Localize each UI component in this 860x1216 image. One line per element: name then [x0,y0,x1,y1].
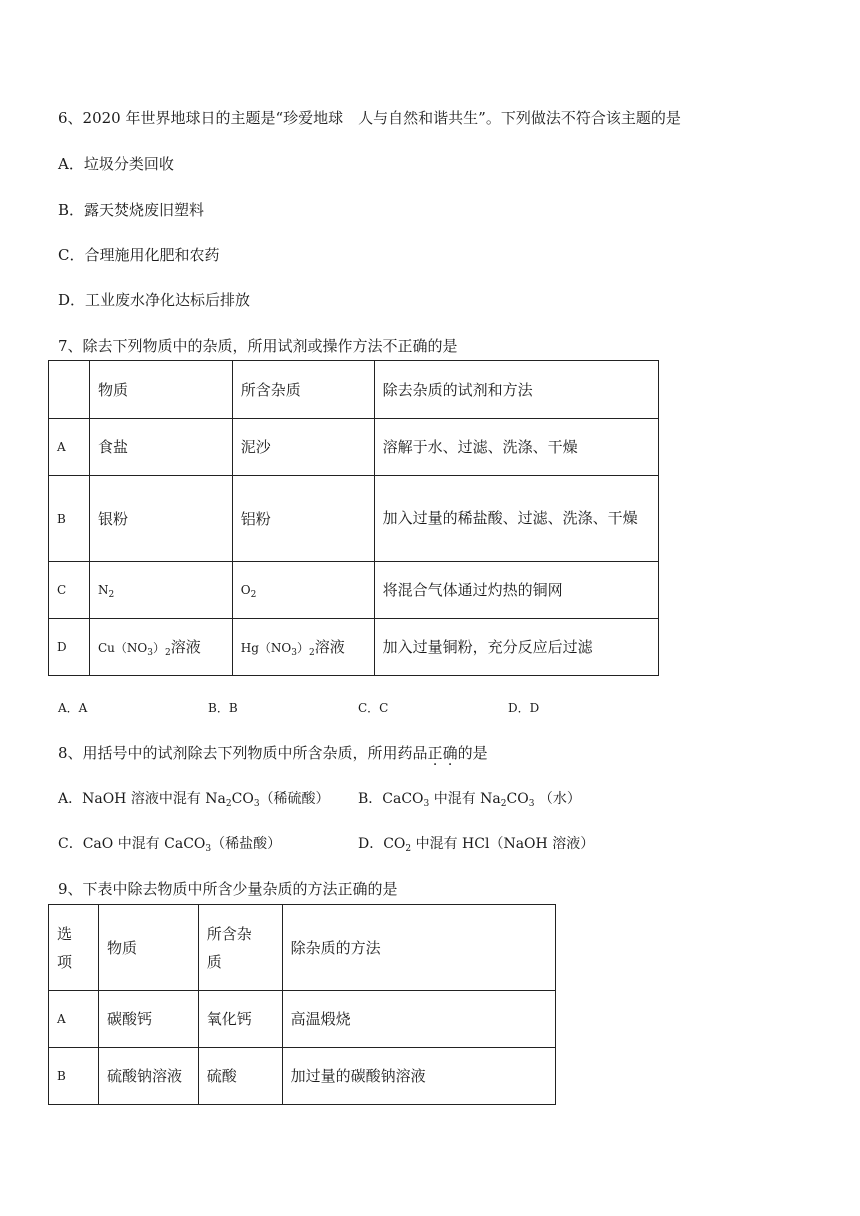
q8-option-a [58,789,330,809]
row-label: A [49,991,99,1048]
option-text: （稀硫酸） [259,791,330,807]
formula-subscript: 2 [250,590,257,600]
impurity-cell: 氧化钙 [198,991,282,1048]
q7-stem: 7、除去下列物质中的杂质，所用试剂或操作方法不正确的是 [58,337,458,355]
option-text: D．CO [358,836,406,852]
table-header-cell [198,905,282,991]
header-line: 项 [57,952,73,971]
impurity-cell: 铝粉 [232,476,374,562]
impurity-cell: 泥沙 [232,419,374,476]
formula-text: 溶液 [314,637,345,656]
option-text: A．NaOH 溶液中混有 Na [58,791,226,807]
q8-option-d [358,834,594,854]
formula-subscript: 3 [147,647,153,658]
formula-subscript: 2 [108,590,115,600]
table-header-cell: 除去杂质的试剂和方法 [374,361,658,419]
option-text: 中混有 Na [429,791,501,807]
emphasis-char: 正 [427,744,443,762]
table-row [49,1048,556,1105]
substance-cell: 硫酸钠溶液 [98,1048,198,1105]
option-text: CO [506,791,529,807]
table-header-row [49,905,556,991]
option-text: CO [231,791,254,807]
impurity-cell [232,562,374,619]
method-cell: 加过量的碳酸钠溶液 [282,1048,555,1105]
method-cell: 高温煅烧 [282,991,555,1048]
row-label: D [49,619,90,676]
q6-option-b: B．露天焚烧废旧塑料 [58,201,205,219]
impurity-cell: 硫酸 [198,1048,282,1105]
q9-stem: 9、下表中除去物质中所含少量杂质的方法正确的是 [58,880,398,898]
header-line: 选 [57,924,73,943]
formula-subscript: 3 [423,799,430,809]
q8-stem [58,743,488,763]
row-label: B [49,1048,99,1105]
table-row [49,419,659,476]
q7-answer-a: A．A [58,701,88,715]
substance-cell [89,619,232,676]
formula-subscript: 3 [291,647,297,658]
q6-stem: 6、2020 年世界地球日的主题是“珍爱地球 人与自然和谐共生”。下列做法不符合该主题的是 [58,109,681,127]
formula-subscript: 3 [205,844,212,854]
method-cell: 加入过量的稀盐酸、过滤、洗涤、干燥 [374,476,658,562]
row-label: B [49,476,90,562]
emphasis-char: 确 [442,744,458,762]
table-row [49,991,556,1048]
table-row [49,476,659,562]
table-row [49,619,659,676]
substance-cell: 银粉 [89,476,232,562]
q6-option-c: C．合理施用化肥和农药 [58,246,220,264]
table-header-cell: 所含杂质 [232,361,374,419]
method-cell: 溶解于水、过滤、洗涤、干燥 [374,419,658,476]
q7-answer-c: C．C [358,701,389,715]
q7-answer-d: D．D [508,701,540,715]
table-header-cell: 除杂质的方法 [282,905,555,991]
formula-subscript: 2 [225,799,232,809]
formula-text: 溶液 [170,637,201,656]
option-text: 中混有 HCl（NaOH 溶液） [411,836,595,852]
formula-subscript: 2 [405,844,412,854]
method-cell: 加入过量铜粉，充分反应后过滤 [374,619,658,676]
table-header-row [49,361,659,419]
q7-answer-b: B．B [208,701,238,715]
q9-table [48,904,556,1105]
row-label: A [49,419,90,476]
option-text: （水） [534,791,581,807]
formula-text: Hg（NO [240,640,292,655]
option-text: B．CaCO [358,791,424,807]
q6-option-a: A．垃圾分类回收 [58,155,174,173]
q8-stem-text: 8、用括号中的试剂除去下列物质中所含杂质，所用药品 [58,744,428,762]
header-line: 所含杂 [206,924,252,943]
formula-text: O [240,583,251,597]
q8-stem-text: 的是 [457,744,488,762]
header-line: 质 [206,952,222,971]
impurity-cell [232,619,374,676]
table-header-cell: 物质 [89,361,232,419]
table-header-cell [49,905,99,991]
formula-text: ） [296,640,309,655]
formula-subscript: 2 [500,799,507,809]
q7-table [48,360,659,676]
formula-subscript: 3 [253,799,260,809]
substance-cell: 食盐 [89,419,232,476]
option-text: C．CaO 中混有 CaCO [58,836,206,852]
method-cell: 将混合气体通过灼热的铜网 [374,562,658,619]
table-row [49,562,659,619]
q8-option-b [358,789,581,809]
table-header-cell: 物质 [98,905,198,991]
formula-subscript: 3 [528,799,535,809]
substance-cell: 碳酸钙 [98,991,198,1048]
table-header-cell [49,361,90,419]
formula-text: Cu（NO [97,640,148,655]
q6-option-d: D．工业废水净化达标后排放 [58,291,251,309]
option-text: （稀盐酸） [211,836,282,852]
formula-subscript: 2 [164,647,171,658]
formula-subscript: 2 [309,647,315,658]
row-label: C [49,562,90,619]
formula-text: N [97,583,109,597]
q8-option-c [58,834,281,854]
substance-cell [89,562,232,619]
formula-text: ） [152,640,165,655]
